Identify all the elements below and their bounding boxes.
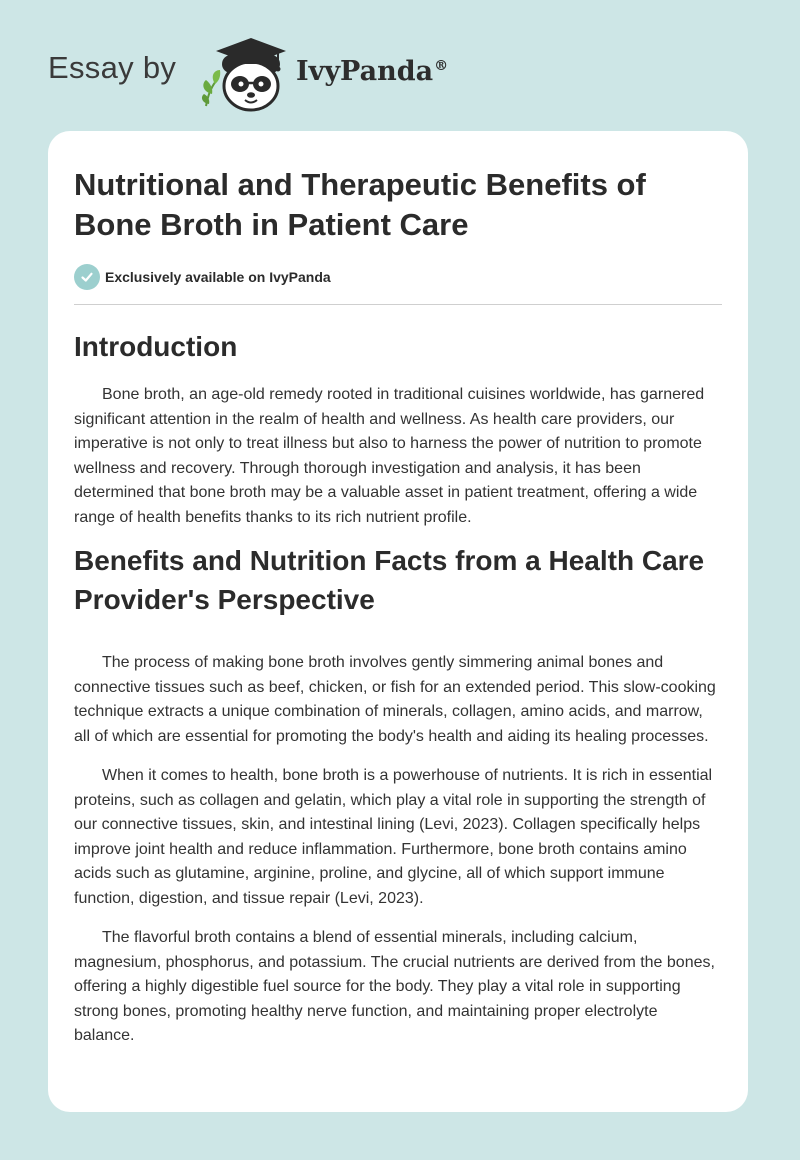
section-introduction [74,327,722,530]
section-benefits [74,541,722,1049]
paragraph: Bone broth, an age-old remedy rooted in traditional cuisines worldwide, has garnered significant attention in the realm of health and wellness. As health care providers, our imperative is not only to treat illness but also to harness the power of nutrition to promote wellness and recovery. Through thorough investigation and analysis, it has been determined that bone broth may be a valuable asset in patient treatment, offering a wide range of health benefits thanks to its rich nutrient profile. [74,386,705,526]
section-heading: Benefits and Nutrition Facts from a Health Care Provider's Perspective [74,545,705,615]
essay-card [48,131,748,1112]
paragraph: The process of making bone broth involves gently simmering animal bones and connective tissues such as beef, chicken, or fish for an extended period. This slow-cooking technique extracts a unique combination of minerals, collagen, amino acids, and marrow, all of which are essential for promoting the body's health and aiding its healing processes. [74,654,716,745]
brand-name-text: IvyPanda [296,56,434,87]
registered-mark: ® [434,58,449,74]
paragraph: When it comes to health, bone broth is a powerhouse of nutrients. It is rich in essential proteins, such as collagen and gelatin, which play a vital role in supporting the strength of our connective tissues, skin, and intestinal lining (Levi, 2023). Collagen specifically helps improve joint health and reduce inflammation. Furthermore, bone broth contains amino acids such as glutamine, arginine, proline, and glycine, all of which support immune function, digestion, and tissue repair (Levi, 2023). [74,767,713,907]
exclusive-badge [74,263,722,291]
site-header [48,34,548,114]
brand-prefix: Essay by [48,50,177,85]
essay-title: Nutritional and Therapeutic Benefits of Bone Broth in Patient Care [74,167,646,242]
brand-name[interactable] [296,56,448,87]
title-divider [74,304,722,305]
paragraph: The flavorful broth contains a blend of essential minerals, including calcium, magnesium, phosphorus, and potassium. The crucial nutrients are derived from the bones, offering a highly digestible fuel source for the body. They play a vital role in supporting strong bones, promoting healthy nerve function, and maintaining proper electrolyte balance. [74,929,715,1044]
check-circle-icon [74,264,100,290]
panda-logo-icon[interactable] [198,34,293,114]
exclusive-badge-label: Exclusively available on IvyPanda [105,269,331,285]
section-heading: Introduction [74,331,238,362]
